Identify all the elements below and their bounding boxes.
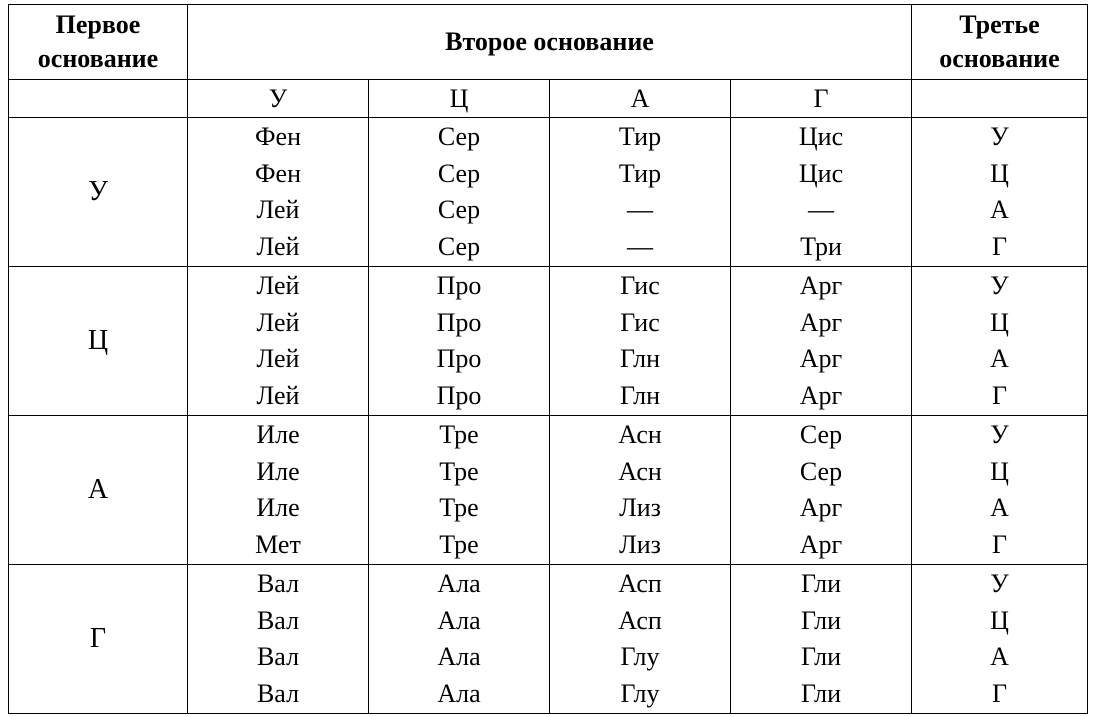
amino-acid-stack [188,417,368,563]
amino-acid-cell [550,565,731,714]
third-base-cell [912,267,1088,416]
third-base-stack [912,268,1087,414]
third-base-cell [912,565,1088,714]
amino-acid: Лей [256,344,300,373]
third-base-label: У [990,122,1009,151]
codon-groups [9,118,1088,714]
amino-acid: Иле [256,493,300,522]
amino-acid: Глн [620,344,660,373]
amino-acid-stack [369,566,549,712]
amino-acid-cell [550,267,731,416]
genetic-code-table [8,4,1088,714]
amino-acid: Иле [256,420,300,449]
second-base-label: Г [731,80,912,118]
third-base-label: Г [991,678,1008,708]
amino-acid: Цис [798,158,844,188]
amino-acid: Сер [799,420,843,449]
amino-acid-stack [369,268,549,414]
amino-acid: Вал [256,569,300,598]
amino-acid: Тре [439,456,479,486]
amino-acid-stack [550,417,730,563]
third-base-label: Г [991,529,1008,559]
amino-acid: Тре [439,420,479,449]
third-base-label: Г [991,380,1008,410]
amino-acid: Арг [799,493,843,522]
amino-acid-stack [550,566,730,712]
amino-acid: Гис [620,307,660,337]
amino-acid: — [808,195,834,224]
amino-acid-cell [550,416,731,565]
amino-acid: Арг [799,380,843,410]
amino-acid: Сер [437,231,481,261]
amino-acid-stack [188,119,368,265]
third-base-label: У [990,271,1009,300]
amino-acid: Сер [437,158,481,188]
empty-header-cell [912,80,1088,118]
amino-acid: Про [436,380,482,410]
amino-acid: Лиз [619,493,661,522]
amino-acid: — [627,195,653,224]
amino-acid: Про [436,271,482,300]
amino-acid: Лиз [619,529,661,559]
second-base-header: Второе основание [188,5,912,80]
codon-table-container [8,4,1088,714]
amino-acid: Асп [618,569,662,598]
third-base-label: Ц [990,605,1009,635]
amino-acid-cell [731,267,912,416]
amino-acid: Глу [620,642,660,671]
third-base-cell [912,118,1088,267]
amino-acid: Тир [618,122,662,151]
amino-acid: Цис [798,122,844,151]
amino-acid: Гис [620,271,660,300]
amino-acid: Асн [618,456,662,486]
amino-acid-cell [731,416,912,565]
amino-acid: Тир [618,158,662,188]
first-base-cell: У [9,118,188,267]
amino-acid: Арг [799,529,843,559]
amino-acid: Тре [439,493,479,522]
amino-acid: Иле [256,456,300,486]
amino-acid: Лей [256,380,300,410]
amino-acid: Мет [255,529,301,559]
amino-acid: Глн [620,380,660,410]
amino-acid-stack [188,268,368,414]
amino-acid: Ала [437,569,481,598]
amino-acid-stack [731,268,911,414]
third-base-label: Ц [990,158,1009,188]
third-base-header [912,5,1088,80]
third-base-stack [912,119,1087,265]
amino-acid: Сер [437,122,481,151]
amino-acid: Асп [618,605,662,635]
first-base-cell: Ц [9,267,188,416]
amino-acid: Сер [799,456,843,486]
codon-group-row [9,416,1088,565]
amino-acid-stack [369,417,549,563]
third-base-stack [912,566,1087,712]
amino-acid: Асн [618,420,662,449]
amino-acid: Арг [799,344,843,373]
amino-acid: Сер [437,195,481,224]
amino-acid: Вал [256,605,300,635]
first-base-header [9,5,188,80]
amino-acid: Лей [256,307,300,337]
amino-acid-stack [731,566,911,712]
amino-acid: Ала [437,678,481,708]
amino-acid: Лей [256,195,300,224]
codon-group-row [9,267,1088,416]
header-row [9,5,1088,80]
amino-acid: Фен [255,122,301,151]
second-base-label: У [188,80,369,118]
amino-acid: Ала [437,642,481,671]
first-base-cell: Г [9,565,188,714]
empty-header-cell [9,80,188,118]
amino-acid-stack [369,119,549,265]
amino-acid: Три [800,231,842,261]
amino-acid: Гли [801,642,841,671]
amino-acid-cell [188,267,369,416]
amino-acid-cell [369,267,550,416]
amino-acid-cell [731,565,912,714]
third-base-label: У [990,420,1009,449]
third-base-label: А [990,642,1009,671]
amino-acid-cell [369,416,550,565]
third-base-label: Ц [990,456,1009,486]
amino-acid-stack [188,566,368,712]
amino-acid-stack [550,119,730,265]
amino-acid-cell [550,118,731,267]
amino-acid: Арг [799,307,843,337]
second-base-row [9,80,1088,118]
third-base-label: Г [991,231,1008,261]
amino-acid: Вал [256,678,300,708]
amino-acid: Фен [255,158,301,188]
amino-acid: Ала [437,605,481,635]
amino-acid-cell [369,565,550,714]
amino-acid: Про [436,307,482,337]
third-base-label: А [990,344,1009,373]
amino-acid-cell [188,118,369,267]
amino-acid-stack [731,417,911,563]
third-base-label: А [990,195,1009,224]
codon-group-row [9,118,1088,267]
amino-acid: Гли [801,605,841,635]
first-base-header-line2: основание [37,44,159,73]
amino-acid: Гли [801,678,841,708]
amino-acid-stack [550,268,730,414]
amino-acid: Тре [439,529,479,559]
amino-acid: Арг [799,271,843,300]
first-base-cell: А [9,416,188,565]
amino-acid: Гли [801,569,841,598]
amino-acid-cell [731,118,912,267]
third-base-label: Ц [990,307,1009,337]
third-base-label: У [990,569,1009,598]
amino-acid: Лей [256,271,300,300]
third-base-stack [912,417,1087,563]
amino-acid: — [627,231,653,261]
amino-acid-cell [188,416,369,565]
amino-acid-stack [731,119,911,265]
amino-acid: Лей [256,231,300,261]
third-base-header-line1: Третье [959,10,1040,39]
third-base-label: А [990,493,1009,522]
second-base-label: Ц [369,80,550,118]
amino-acid: Вал [256,642,300,671]
first-base-header-line1: Первое [55,10,141,39]
amino-acid-cell [188,565,369,714]
third-base-header-line2: основание [939,44,1060,73]
second-base-label: А [550,80,731,118]
third-base-cell [912,416,1088,565]
amino-acid: Про [436,344,482,373]
amino-acid-cell [369,118,550,267]
amino-acid: Глу [620,678,660,708]
codon-group-row [9,565,1088,714]
